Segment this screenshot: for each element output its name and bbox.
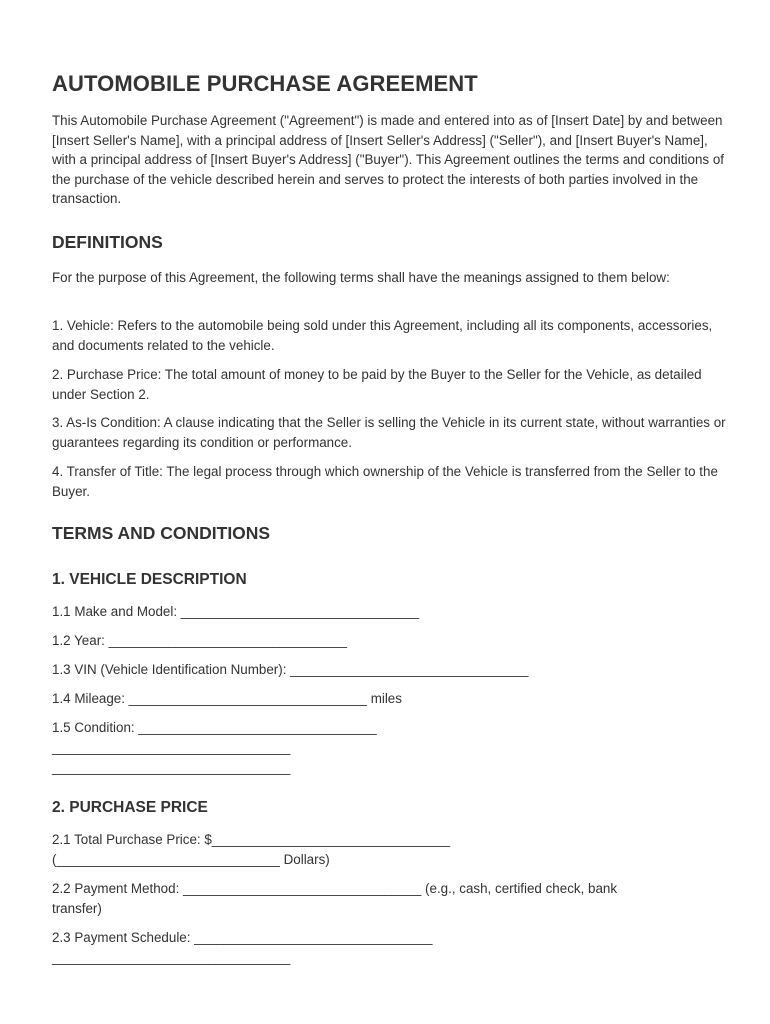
definition-item-vehicle: 1. Vehicle: Refers to the automobile being sold under this Agreement, including all its components, accessories, and documents related to the vehicle. [52,318,713,353]
definition-item-purchase-price: 2. Purchase Price: The total amount of money to be paid by the Buyer to the Seller for the Vehicle, as detailed under Section 2. [52,367,702,402]
purchase-price-dollars-field: (______________________________ Dollars) [52,852,330,867]
condition-blank-line: ________________________________ [52,740,291,755]
make-model-field: 1.1 Make and Model: ________________________________ [52,604,420,619]
intro-paragraph: This Automobile Purchase Agreement ("Agreement") is made and entered into as of [Insert Date] by and between [Insert Seller's Name], with a principal address of [Insert Seller's Address] ("Seller"), and [Insert Buyer's Name], with a principal address of [Insert Buyer's Address] ("Buyer"). This Agreement outlines the terms and conditions of the purchase of the vehicle described herein and serves to protect the interests of both parties involved in the transaction. [52,113,725,207]
total-purchase-price-field: 2.1 Total Purchase Price: $________________________________ [52,832,451,847]
condition-field: 1.5 Condition: ________________________________ [52,720,377,735]
definitions-lead: For the purpose of this Agreement, the following terms shall have the meanings assigned to them below: [52,270,670,285]
vin-field: 1.3 VIN (Vehicle Identification Number): ________________________________ [52,662,529,677]
purchase-price-heading: 2. PURCHASE PRICE [52,799,208,816]
document-title: AUTOMOBILE PURCHASE AGREEMENT [52,71,478,96]
payment-schedule-field: 2.3 Payment Schedule: ________________________________ [52,930,433,945]
year-field: 1.2 Year: ________________________________ [52,633,347,648]
definition-item-as-is-condition: 3. As-Is Condition: A clause indicating that the Seller is selling the Vehicle in its current state, without warranties or guarantees regarding its condition or performance. [52,415,726,450]
mileage-field: 1.4 Mileage: ________________________________ miles [52,691,402,706]
payment-schedule-blank-line: ________________________________ [52,950,291,965]
condition-blank-line: ________________________________ [52,760,291,775]
definitions-heading: DEFINITIONS [52,232,163,252]
vehicle-description-heading: 1. VEHICLE DESCRIPTION [52,571,247,588]
payment-method-field: 2.2 Payment Method: ________________________________ (e.g., cash, certified check, bank [52,881,618,896]
terms-heading: TERMS AND CONDITIONS [52,523,271,543]
definition-item-transfer-of-title: 4. Transfer of Title: The legal process through which ownership of the Vehicle is transferred from the Seller to the Buyer. [52,464,718,499]
payment-method-continuation: transfer) [52,901,102,916]
